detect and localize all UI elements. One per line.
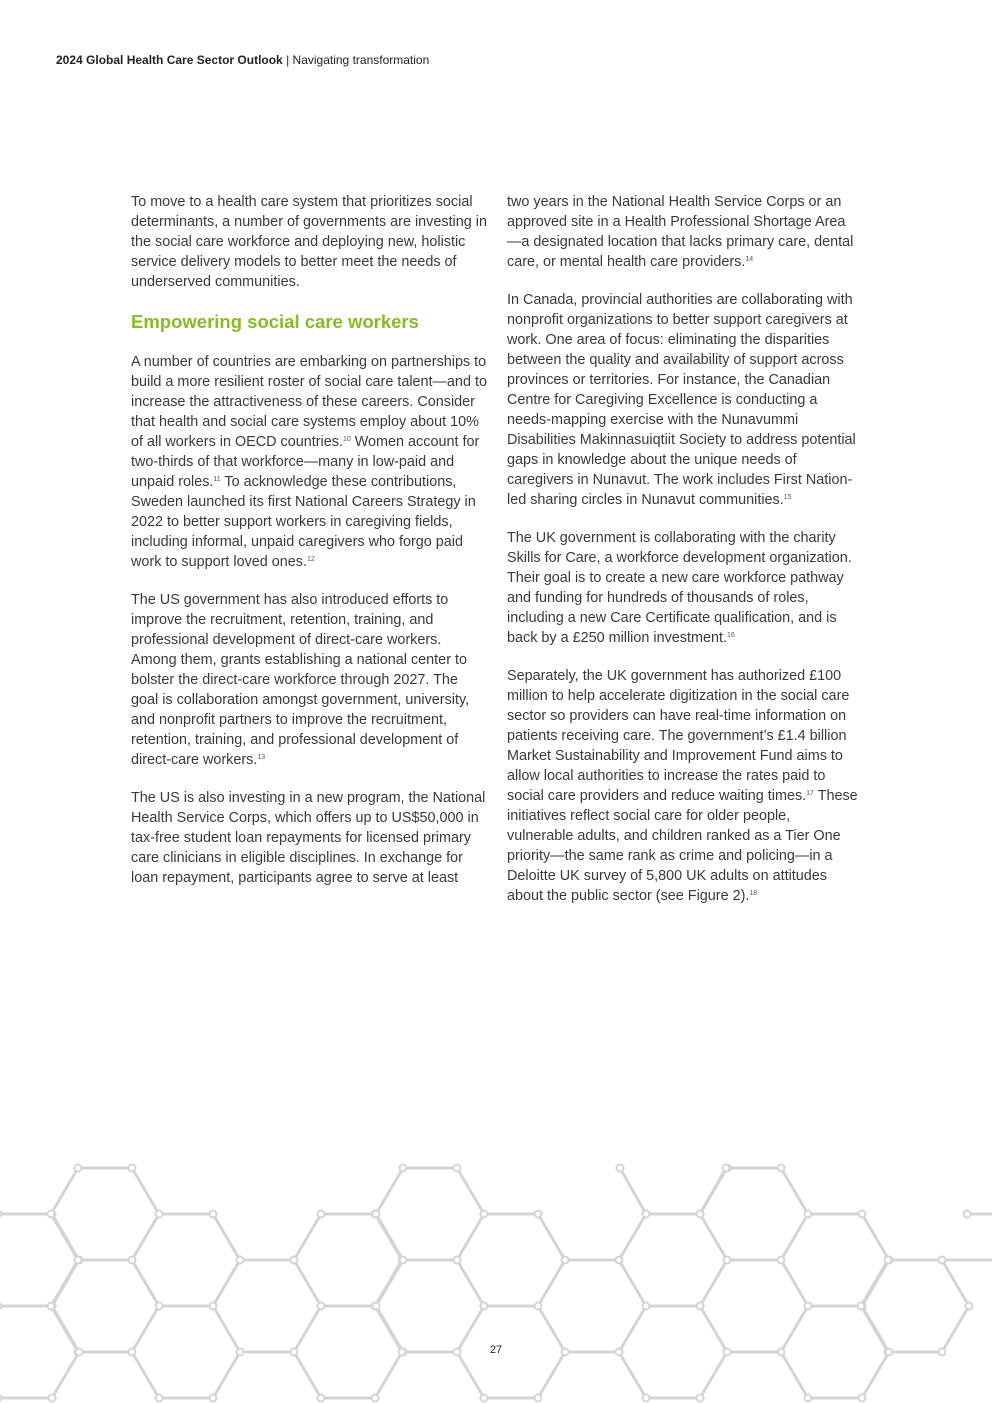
pattern-node (291, 1257, 298, 1264)
pattern-bond (376, 1214, 403, 1260)
pattern-node (237, 1257, 244, 1264)
footnote-ref: 12 (306, 556, 315, 563)
pattern-node (885, 1257, 892, 1264)
pattern-node (481, 1211, 488, 1218)
pattern-node (562, 1257, 569, 1264)
pattern-node (535, 1303, 542, 1310)
pattern-node (778, 1165, 785, 1172)
pattern-node (210, 1303, 217, 1310)
pattern-bond (132, 1260, 159, 1306)
body-paragraph: two years in the National Health Service Corps or an approved site in a Health Professional Shortage Area—a designated location that lacks primary care, dental care, or mental health care providers.$^{14}$ (507, 194, 854, 270)
pattern-bond (862, 1352, 889, 1398)
body-paragraph: In Canada, provincial authorities are collaborating with nonprofit organizations to better support caregivers at work. One area of focus: eliminating the disparities between the quality and availability of support across provinces or territories. For instance, the Canadian Centre for Caregiving Excellence is conducting a needs-mapping exercise with the Nunavummi Disabilities Makinnasuiqtiit Society to address potential gaps in knowledge about the unique needs of caregivers in Nunavut. The work includes First Nation-led sharing circles in Nunavut communities.$^{15}$ (507, 292, 856, 508)
pattern-bond (700, 1352, 727, 1398)
pattern-bond (52, 1352, 79, 1398)
pattern-node (48, 1303, 55, 1310)
pattern-bond (213, 1260, 240, 1306)
body-paragraph: A number of countries are embarking on partnerships to build a more resilient roster of social care talent—and to increase the attractiveness of these careers. Consider that health and social care systems employ about 10% of all workers in OECD countries.$^{10}$ Women account for two-thirds of that workforce—many in low-paid and unpaid roles.$^{11}$ To acknowledge these contributions, Sweden launched its first National Careers Strategy in 2022 to better support workers in caregiving fields, including informal, unpaid caregivers who forgo paid work to support loved ones.$^{12}$ (131, 354, 487, 570)
pattern-node (48, 1211, 55, 1218)
footnote-ref: 17 (806, 790, 814, 797)
pattern-node (481, 1395, 488, 1402)
pattern-bond (781, 1352, 808, 1398)
pattern-bond (51, 1168, 78, 1214)
pattern-node (400, 1257, 407, 1264)
pattern-node (156, 1211, 163, 1218)
pattern-node (129, 1257, 136, 1264)
pattern-bond (457, 1168, 484, 1214)
pattern-node (643, 1303, 650, 1310)
pattern-bond (619, 1214, 646, 1260)
pattern-bond (538, 1260, 565, 1306)
pattern-node (454, 1257, 461, 1264)
body-paragraph: The UK government is collaborating with the charity Skills for Care, a workforce development organization. Their goal is to create a new care workforce pathway and funding for hundreds of thousands of roles, including a new Care Certificate qualification, and is back by a £250 million investment.$^{16}$ (507, 530, 852, 646)
pattern-node (643, 1211, 650, 1218)
pattern-bond (375, 1352, 402, 1398)
pattern-node (778, 1257, 785, 1264)
body-paragraph: The US government has also introduced efforts to improve the recruitment, retention, training, and professional development of direct-care workers. Among them, grants establishing a national center to bolster the direct-care workforce through 2027. The goal is collaboration amongst government, university, and nonprofit partners to improve the recruitment, retention, training, and professional development of direct-care workers.$^{13}$ (131, 592, 470, 768)
pattern-node (318, 1211, 325, 1218)
pattern-node (156, 1303, 163, 1310)
pattern-node (535, 1395, 542, 1402)
pattern-node (724, 1257, 731, 1264)
pattern-bond (700, 1260, 727, 1306)
footnote-ref: 13 (257, 754, 266, 761)
publication-title: 2024 Global Health Care Sector Outlook (56, 53, 283, 67)
intro-paragraph: To move to a health care system that prioritizes social determinants, a number of governments are investing in the social care workforce and deploying new, holistic service delivery models to better meet the needs of underserved communities. (131, 194, 487, 290)
pattern-node (49, 1395, 56, 1402)
pattern-node (697, 1303, 704, 1310)
body-paragraph: The US is also investing in a new program, the National Health Service Corps, which offers up to US$50,000 in tax-free student loan repayments for licensed primary care clinicians in eligible disciplines. In exchange for loan repayment, participants agree to serve at least (131, 790, 486, 886)
pattern-bond (213, 1352, 240, 1398)
pattern-node (697, 1395, 704, 1402)
body-paragraph: Separately, the UK government has authorized £100 million to help accelerate digitization in the social care sector so providers can have real-time information on patients receiving care. The government’s £1.4 billion Market Sustainability and Improvement Fund aims to allow local authorities to increase the rates paid to social care providers and reduce waiting times.$^{17}$ These initiatives reflect social care for older people, vulnerable adults, and children ranked as a Tier One priority—the same rank as crime and policing—in a Deloitte UK survey of 5,800 UK adults on attitudes about the public sector (see Figure 2).$^{18}$ (507, 668, 858, 904)
pattern-node (805, 1395, 812, 1402)
pattern-bond (700, 1168, 726, 1214)
pattern-node (373, 1303, 380, 1310)
pattern-node (939, 1257, 946, 1264)
pattern-node (372, 1395, 379, 1402)
pattern-bond (457, 1352, 484, 1398)
pattern-node (0, 1303, 2, 1310)
pattern-node (858, 1303, 865, 1310)
pattern-bond (700, 1214, 727, 1260)
pattern-bond (132, 1352, 159, 1398)
pattern-node (454, 1165, 461, 1172)
pattern-bond (942, 1260, 969, 1306)
pattern-node (129, 1165, 136, 1172)
pattern-node (643, 1395, 650, 1402)
pattern-node (318, 1395, 325, 1402)
pattern-bond (376, 1260, 403, 1306)
pattern-bond (620, 1168, 646, 1214)
pattern-node (0, 1211, 2, 1218)
pattern-bond (538, 1352, 565, 1398)
footnote-ref: 18 (749, 890, 758, 897)
publication-subtitle: Navigating transformation (292, 53, 430, 67)
footnote-ref: 14 (745, 256, 754, 263)
pattern-bond (781, 1168, 808, 1214)
pattern-bond (862, 1214, 889, 1260)
pattern-node (723, 1165, 730, 1172)
pattern-node (400, 1165, 407, 1172)
footnote-ref: 11 (213, 476, 221, 483)
section-heading: Empowering social care workers (131, 311, 419, 332)
pattern-node (210, 1395, 217, 1402)
pattern-node (805, 1211, 812, 1218)
pattern-node (210, 1211, 217, 1218)
pattern-bond (132, 1214, 159, 1260)
pattern-node (156, 1395, 163, 1402)
pattern-node (805, 1303, 812, 1310)
pattern-node (535, 1211, 542, 1218)
pattern-bond (781, 1260, 808, 1306)
right-column (507, 192, 859, 924)
pattern-bond (51, 1260, 78, 1306)
pattern-bond (376, 1168, 403, 1214)
header-separator: | (282, 53, 293, 67)
pattern-node (318, 1303, 325, 1310)
pattern-node (859, 1211, 866, 1218)
pattern-node (966, 1303, 973, 1310)
pattern-bond (538, 1214, 565, 1260)
pattern-node (617, 1165, 624, 1172)
pattern-bond (213, 1214, 240, 1260)
pattern-bond (619, 1352, 646, 1398)
left-column (131, 192, 487, 906)
running-header (56, 53, 429, 67)
footnote-ref: 10 (342, 436, 351, 443)
pattern-bond (132, 1168, 159, 1214)
page-number: 27 (489, 1344, 503, 1356)
pattern-bond (781, 1214, 808, 1260)
pattern-bond (294, 1214, 321, 1260)
pattern-node (616, 1257, 623, 1264)
pattern-node (0, 1395, 2, 1402)
pattern-node (859, 1395, 866, 1402)
pattern-bond (294, 1352, 321, 1398)
pattern-bond (457, 1260, 484, 1306)
pattern-node (373, 1211, 380, 1218)
pattern-node (964, 1211, 971, 1218)
pattern-node (481, 1303, 488, 1310)
pattern-bond (861, 1260, 888, 1306)
footnote-ref: 16 (726, 632, 735, 639)
pattern-bond (51, 1214, 78, 1260)
pattern-bond (619, 1260, 646, 1306)
pattern-bond (294, 1260, 321, 1306)
footnote-ref: 15 (783, 494, 792, 501)
pattern-node (697, 1211, 704, 1218)
pattern-node (75, 1257, 82, 1264)
pattern-node (75, 1165, 82, 1172)
pattern-bond (457, 1214, 484, 1260)
hexagon-molecule-pattern (0, 1160, 992, 1403)
